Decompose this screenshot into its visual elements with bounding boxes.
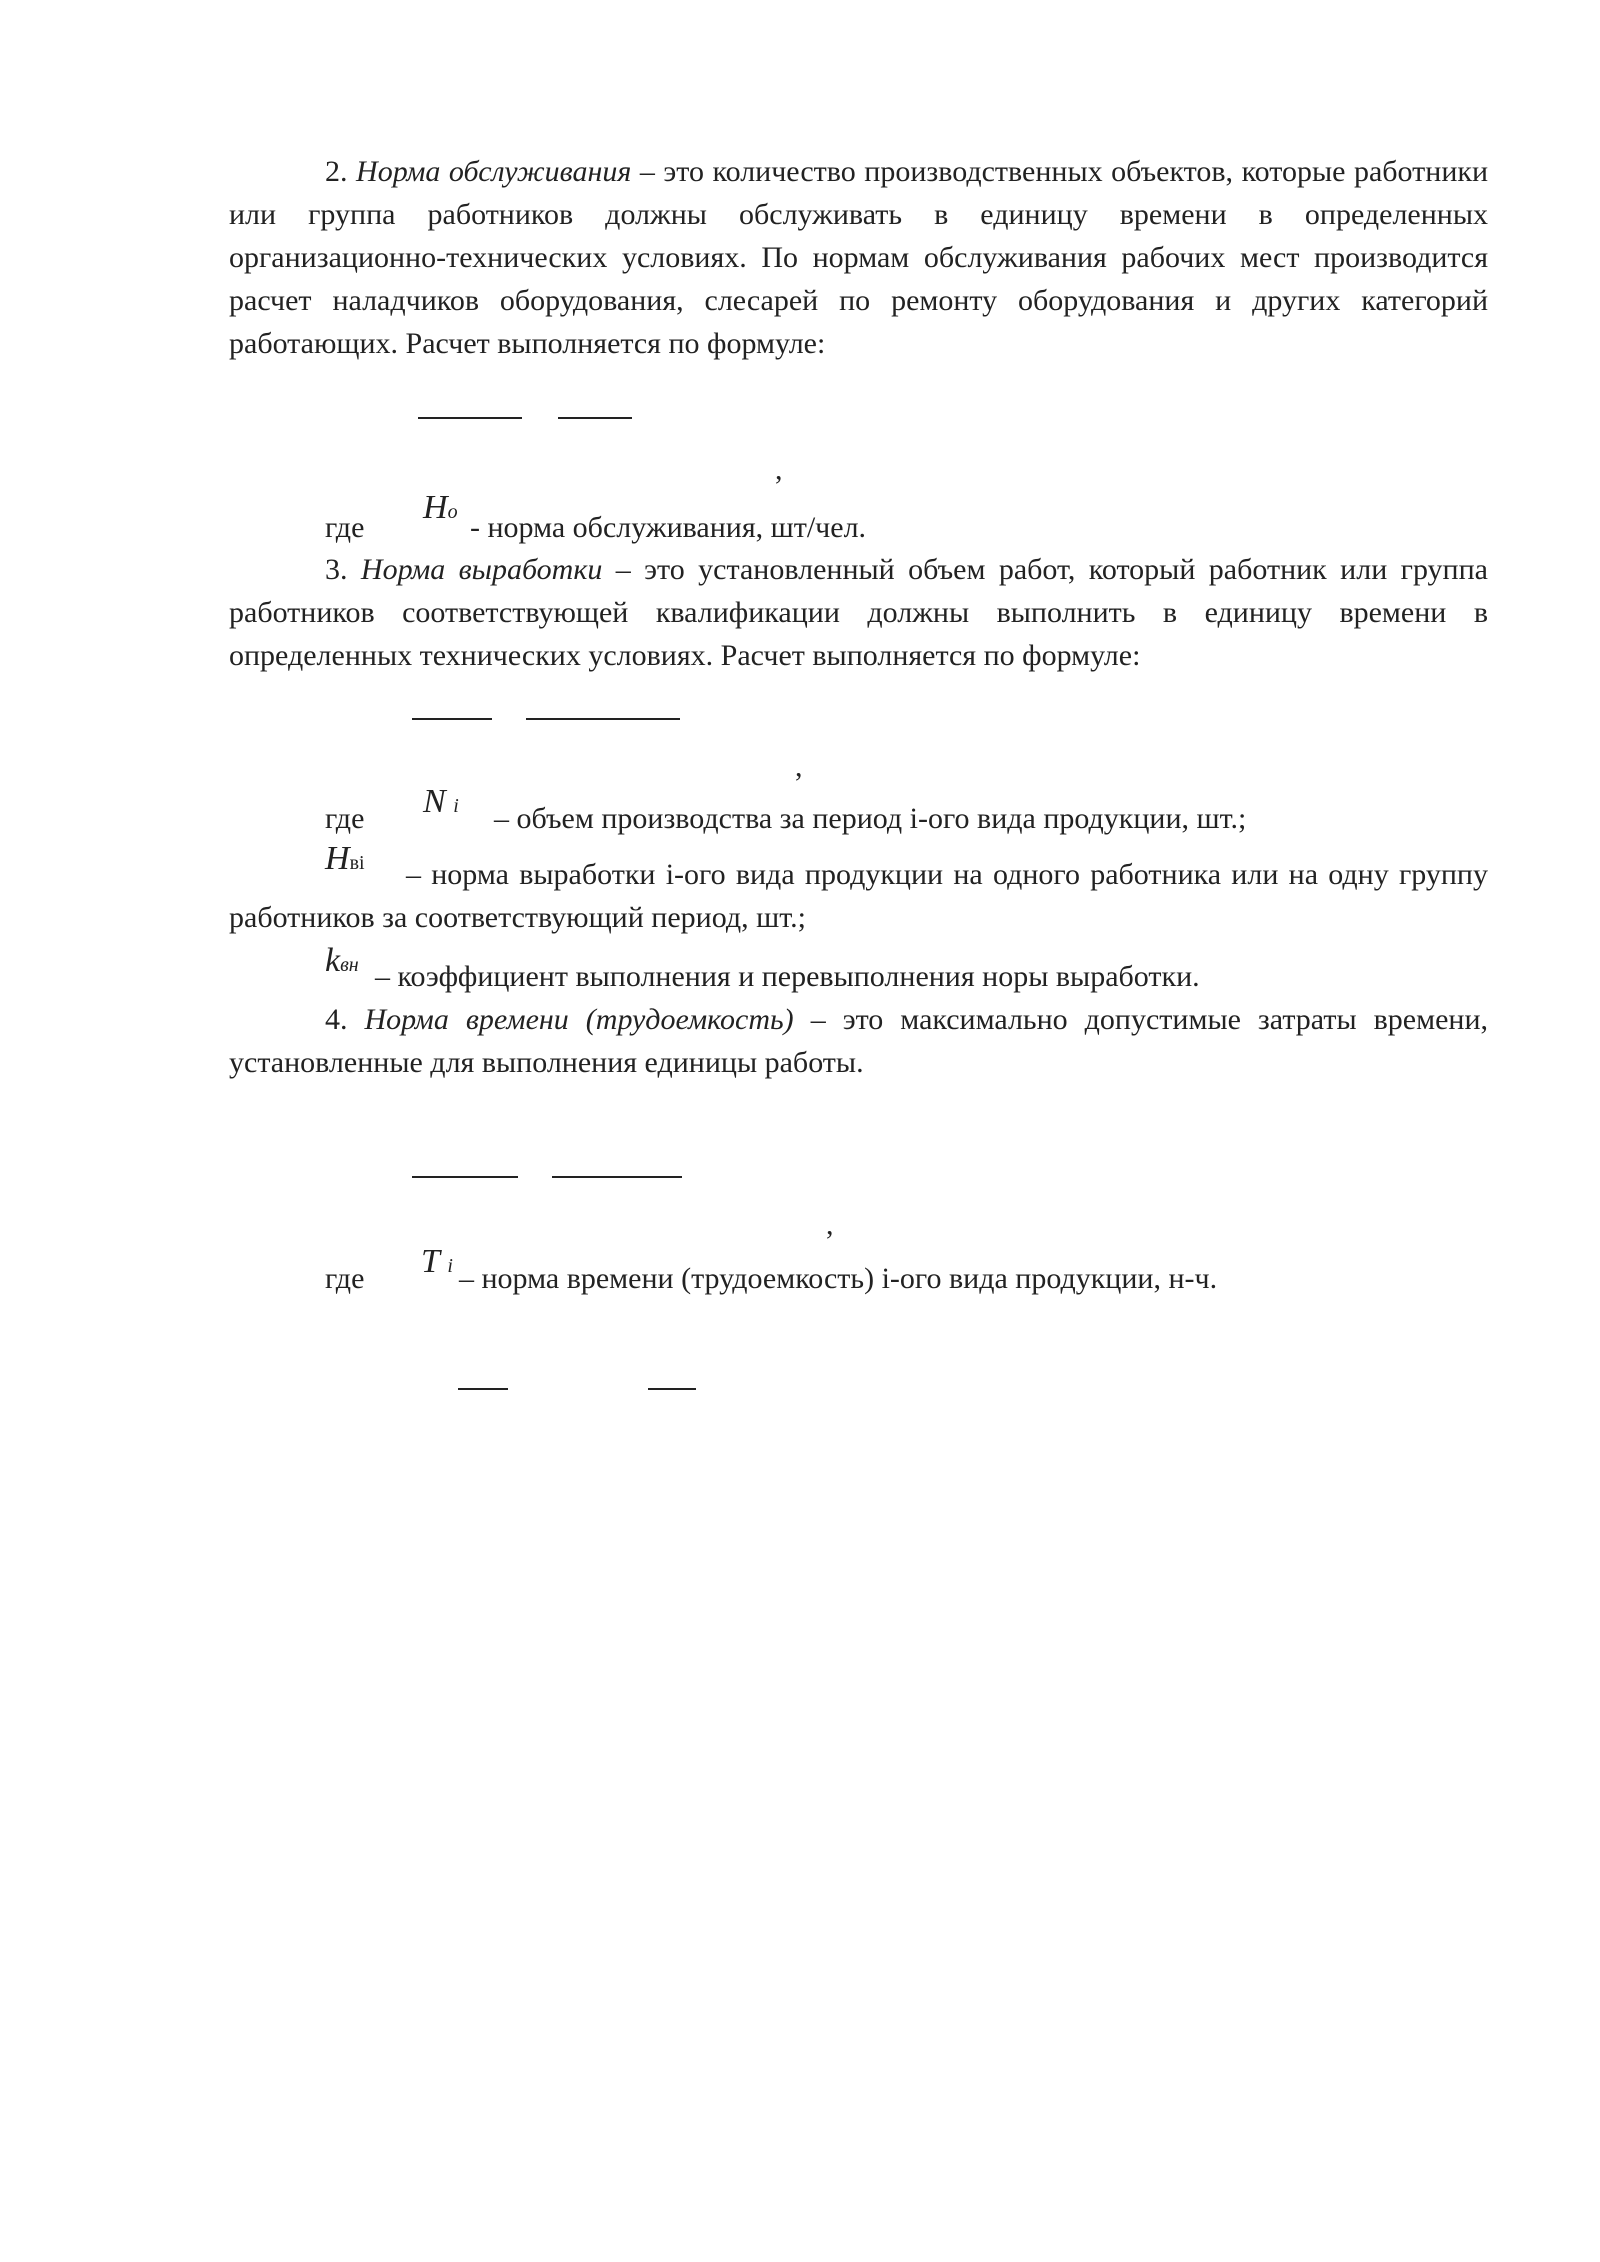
- paragraph-number: 2.: [325, 155, 348, 188]
- symbol-ti: [421, 1240, 453, 1288]
- symbol-letter: T: [421, 1243, 440, 1280]
- term-service-norm: Норма обслуживания: [356, 155, 632, 188]
- paragraph-text: – это максимально допустимые затраты времени, установленные для выполнения единицы работы.: [229, 1003, 1489, 1079]
- formula-fraction-bar: [526, 718, 680, 720]
- definition-no: - норма обслуживания, шт/чел.: [470, 511, 867, 544]
- paragraph-text: – это установленный объем работ, который работник или группа работников соответствующей квалификации должны выполнить в единицу времени в определенных технических условиях. Расчет выполняется по формуле:: [229, 553, 1488, 672]
- where-label-line: [325, 1257, 364, 1300]
- where-label: где: [325, 511, 365, 544]
- formula-fraction-bar: [412, 1176, 518, 1178]
- symbol-letter: N: [423, 783, 446, 820]
- formula-fraction-bar: [412, 718, 492, 720]
- term-output-norm: Норма выработки: [360, 553, 603, 586]
- paragraph-service-norm: [229, 150, 1488, 365]
- paragraph-number: 3.: [325, 553, 348, 586]
- paragraph-time-norm: [229, 998, 1488, 1084]
- formula-comma: ,: [775, 453, 783, 486]
- paragraph-output-norm: [229, 548, 1488, 677]
- symbol-letter: k: [325, 942, 341, 979]
- definition-ti: – норма времени (трудоемкость) i-ого вида продукции, н-ч.: [459, 1262, 1218, 1295]
- where-no-line: [325, 506, 364, 549]
- definition-kvn: – коэффициент выполнения и перевыполнения норы выработки.: [375, 960, 1200, 993]
- formula-fraction-bar: [648, 1388, 696, 1390]
- symbol-kvn: [325, 939, 359, 987]
- formula-fraction-bar: [458, 1388, 508, 1390]
- formula-fraction-bar: [418, 417, 522, 419]
- symbol-letter: Н: [325, 840, 350, 877]
- symbol-subscript: i: [447, 1255, 453, 1277]
- symbol-ni: [423, 780, 459, 828]
- paragraph-number: 4.: [325, 1003, 348, 1036]
- symbol-subscript: вi: [349, 852, 365, 874]
- definition-ni: – объем производства за период i-ого вида продукции, шт.;: [494, 802, 1247, 835]
- symbol-subscript: вн: [340, 954, 359, 976]
- paragraph-text: – это количество производственных объектов, которые работники или группа работников должны обслуживать в единицу времени в определенных организационно-технических условиях. По нормам обслуживания рабочих мест производится расчет наладчиков оборудования, слесарей по ремонту оборудования и других категорий работающих. Расчет выполняется по формуле:: [229, 155, 1489, 360]
- formula-fraction-bar: [558, 417, 632, 419]
- where-label-line: [325, 797, 364, 840]
- where-label: где: [325, 802, 365, 835]
- formula-fraction-bar: [552, 1176, 682, 1178]
- where-label: где: [325, 1262, 365, 1295]
- symbol-no: [423, 486, 458, 534]
- definition-hvi: – норма выработки i-ого вида продукции на одного работника или на одну группу работников за соответствующий период, шт.;: [229, 858, 1488, 934]
- symbol-subscript: о: [447, 501, 458, 523]
- formula-comma: ,: [795, 750, 803, 783]
- symbol-letter: Н: [423, 489, 448, 526]
- term-time-norm: Норма времени (трудоемкость): [364, 1003, 794, 1036]
- formula-comma: ,: [826, 1208, 834, 1241]
- symbol-subscript: i: [453, 795, 459, 817]
